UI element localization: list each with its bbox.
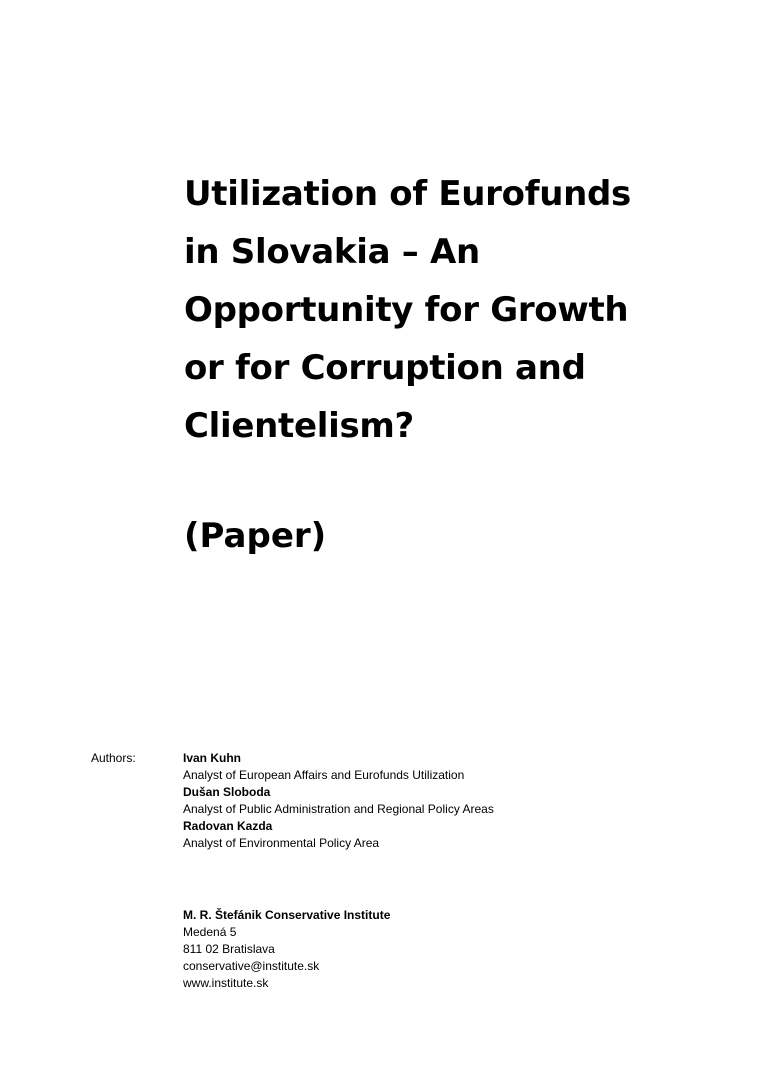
author-role: Analyst of Environmental Policy Area — [183, 836, 380, 850]
institute-name: M. R. Štefánik Conservative Institute — [183, 908, 391, 922]
authors-list — [183, 750, 494, 852]
institute-email: conservative@institute.sk — [183, 959, 320, 973]
authors-label: Authors: — [91, 751, 136, 765]
title-line-1: Utilization of Eurofunds — [184, 174, 631, 214]
institute-address — [183, 907, 390, 992]
title-line-5: Clientelism? — [184, 406, 414, 446]
title-line-4: or for Corruption and — [184, 348, 586, 388]
author-role: Analyst of Public Administration and Regional Policy Areas — [183, 802, 494, 816]
title-line-3: Opportunity for Growth — [184, 290, 629, 330]
author-name: Radovan Kazda — [183, 819, 273, 833]
institute-web: www.institute.sk — [183, 976, 269, 990]
institute-city: 811 02 Bratislava — [183, 942, 275, 956]
author-name: Dušan Sloboda — [183, 785, 271, 799]
paper-label: (Paper) — [184, 516, 327, 556]
document-title — [184, 165, 704, 455]
author-role: Analyst of European Affairs and Eurofunds Utilization — [183, 768, 465, 782]
author-name: Ivan Kuhn — [183, 751, 242, 765]
title-line-2: in Slovakia – An — [184, 232, 480, 272]
institute-street: Medená 5 — [183, 925, 237, 939]
